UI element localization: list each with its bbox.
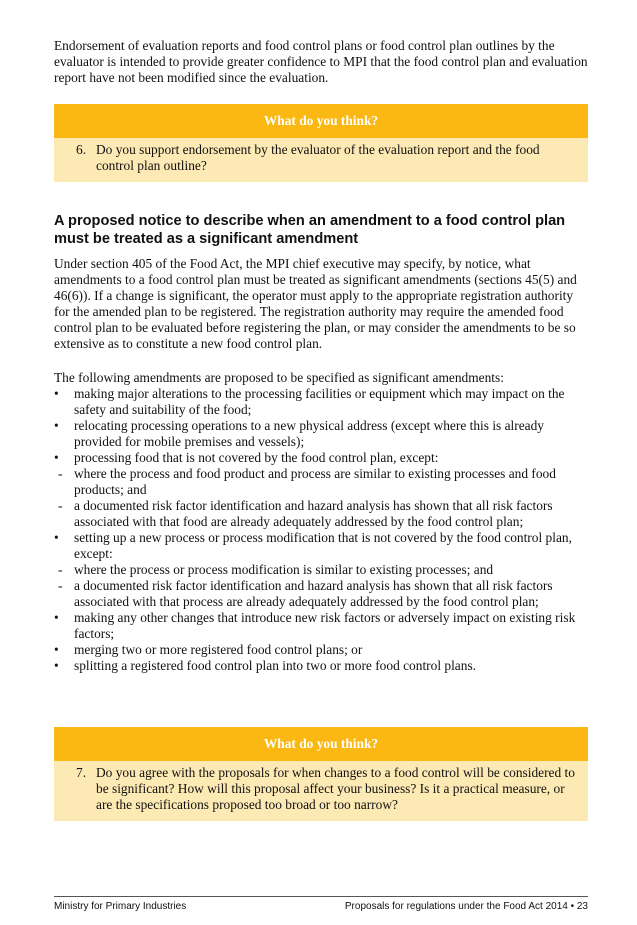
list-item-text: relocating processing operations to a new physical address (except where this is already provided for mobile premises and vessels);: [74, 418, 544, 449]
sub-list-item-text: where the process or process modification is similar to existing processes; and: [74, 562, 494, 577]
question-box-body: [54, 138, 588, 182]
footer-left: Ministry for Primary Industries: [54, 901, 187, 912]
question-number: 6.: [76, 142, 87, 157]
question-box-title: What do you think?: [54, 104, 588, 138]
list-item: [54, 530, 588, 562]
question-box-7: [54, 727, 588, 821]
section-paragraph: Under section 405 of the Food Act, the MPI chief executive may specify, by notice, what amendments to a food control plan must be treated as significant amendments (sections 45(5) and 46(6)). If a change is significant, the operator must apply to the appropriate registration authority for the amended plan to be registered. The registration authority may require the amended food control plan to be evaluated before registering the plan, or may consider the amendments to be so extensive as to constitute a new food control plan.: [54, 256, 577, 351]
question-text: Do you support endorsement by the evaluator of the evaluation report and the food control plan outline?: [96, 142, 540, 173]
dash-icon: -: [58, 466, 63, 481]
section-heading: A proposed notice to describe when an amendment to a food control plan must be treated as a significant amendment: [54, 213, 566, 247]
question-7: [76, 765, 580, 813]
sub-list-item: [54, 562, 588, 578]
list-item-text: making major alterations to the processing facilities or equipment which may impact on the safety and suitability of the food;: [74, 386, 565, 417]
list-item-text: making any other changes that introduce new risk factors or adversely impact on existing risk factors;: [74, 610, 576, 641]
question-box-body: [54, 761, 588, 821]
bullet-icon: •: [54, 386, 59, 401]
intro-paragraph: Endorsement of evaluation reports and food control plans or food control plan outlines by the evaluator is intended to provide greater confidence to MPI that the food control plan and evaluation report have not been modified since the evaluation.: [54, 38, 588, 85]
bullet-icon: •: [54, 418, 59, 433]
list-item: [54, 642, 588, 658]
bullet-icon: •: [54, 530, 59, 545]
question-number: 7.: [76, 765, 87, 780]
list-item-text: merging two or more registered food control plans; or: [74, 642, 363, 657]
page-footer: [54, 896, 588, 912]
amendments-list-block: [54, 370, 588, 674]
bullet-icon: •: [54, 642, 59, 657]
list-item: [54, 450, 588, 466]
list-item-text: splitting a registered food control plan into two or more food control plans.: [74, 658, 477, 673]
question-text: Do you agree with the proposals for when changes to a food control will be considered to be significant? How will this proposal affect your business? Is it a practical measure, or are the specifications proposed too broad or too narrow?: [96, 765, 575, 812]
dash-icon: -: [58, 562, 63, 577]
list-item-text: processing food that is not covered by the food control plan, except:: [74, 450, 439, 465]
sub-list-item: [54, 498, 588, 530]
list-item: [54, 658, 588, 674]
list-item: [54, 418, 588, 450]
sub-list-item-text: a documented risk factor identification and hazard analysis has shown that all risk factors associated with that process are already adequately addressed by the food control plan;: [74, 578, 553, 609]
sub-list-item: [54, 578, 588, 610]
list-intro: The following amendments are proposed to be specified as significant amendments:: [54, 370, 504, 385]
dash-icon: -: [58, 578, 63, 593]
dash-icon: -: [58, 498, 63, 513]
footer-right: Proposals for regulations under the Food Act 2014 • 23: [344, 901, 588, 912]
sub-list-item: [54, 466, 588, 498]
list-item: [54, 386, 588, 418]
bullet-icon: •: [54, 610, 59, 625]
list-item-text: setting up a new process or process modification that is not covered by the food control plan, except:: [74, 530, 572, 561]
amendments-list: [54, 386, 588, 674]
list-item: [54, 610, 588, 642]
question-6: [76, 142, 580, 174]
question-box-title: What do you think?: [54, 727, 588, 761]
sub-list-item-text: a documented risk factor identification and hazard analysis has shown that all risk factors associated with that food are already adequately addressed by the food control plan;: [74, 498, 553, 529]
sub-list-item-text: where the process and food product and process are similar to existing processes and food products; and: [74, 466, 556, 497]
bullet-icon: •: [54, 658, 59, 673]
question-box-6: [54, 104, 588, 182]
bullet-icon: •: [54, 450, 59, 465]
